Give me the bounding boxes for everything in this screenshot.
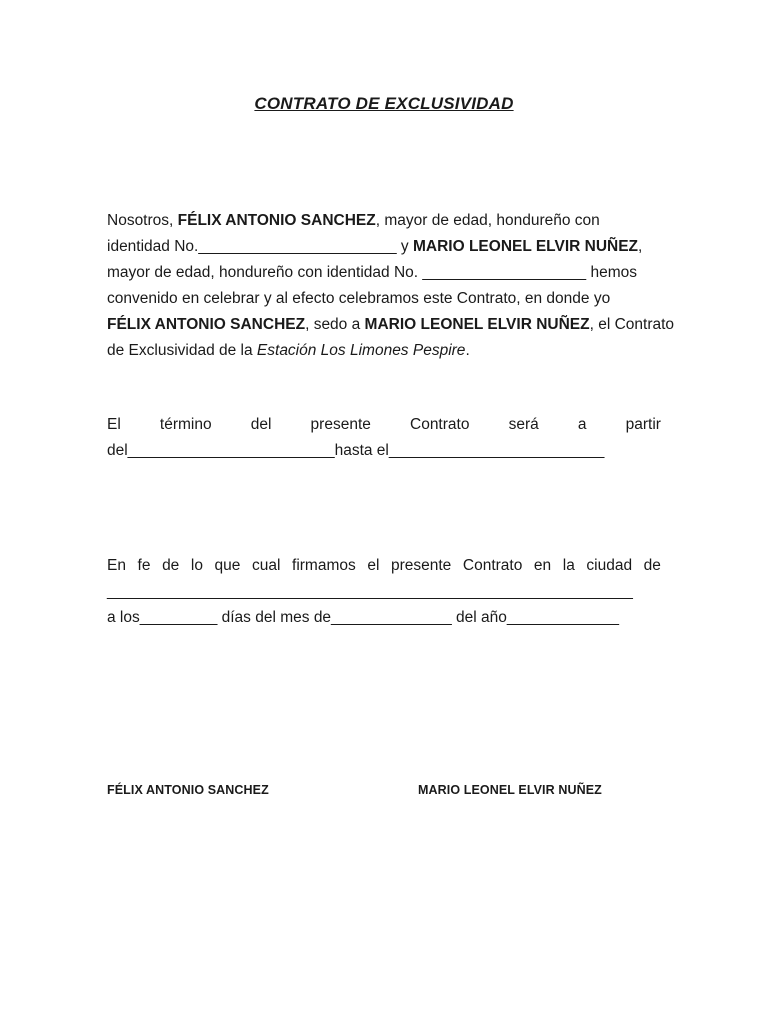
party-name-bold: FÉLIX ANTONIO SANCHEZ bbox=[177, 212, 376, 229]
word: fe bbox=[137, 557, 151, 574]
paragraph-line bbox=[107, 338, 661, 364]
word: será bbox=[508, 416, 539, 433]
word: en bbox=[533, 557, 552, 574]
word: Contrato bbox=[410, 416, 470, 433]
word: término bbox=[159, 416, 212, 433]
word: partir bbox=[625, 416, 661, 433]
word: Contrato bbox=[462, 557, 523, 574]
text-segment: de Exclusividad de la bbox=[107, 342, 257, 359]
paragraph-line bbox=[107, 234, 661, 260]
paragraph-line: mayor de edad, hondureño con identidad No. ___________________ hemos bbox=[107, 264, 638, 281]
text-segment bbox=[107, 208, 600, 234]
document-title: CONTRATO DE EXCLUSIVIDAD bbox=[254, 94, 514, 113]
word: presente bbox=[310, 416, 371, 433]
paragraph-line bbox=[107, 553, 661, 579]
word: de bbox=[643, 557, 661, 574]
party-name-bold: FÉLIX ANTONIO SANCHEZ bbox=[107, 316, 306, 333]
signature-name-left: FÉLIX ANTONIO SANCHEZ bbox=[107, 783, 269, 797]
text-segment: , bbox=[638, 238, 643, 255]
text-segment: . bbox=[465, 342, 470, 359]
word: a bbox=[577, 416, 587, 433]
text-segment: , sedo a bbox=[305, 316, 365, 333]
word: cual bbox=[252, 557, 281, 574]
paragraph-line bbox=[107, 312, 675, 338]
word: que bbox=[214, 557, 241, 574]
word: de bbox=[162, 557, 180, 574]
paragraph-term bbox=[107, 412, 661, 464]
text-segment: Nosotros, bbox=[107, 212, 178, 229]
party-name-bold: MARIO LEONEL ELVIR NUÑEZ bbox=[364, 316, 590, 333]
paragraph-line bbox=[107, 412, 661, 438]
text-segment: identidad No._______________________ y bbox=[107, 238, 413, 255]
text-segment bbox=[107, 234, 642, 260]
word: la bbox=[562, 557, 575, 574]
word: del bbox=[250, 416, 272, 433]
word: ciudad bbox=[586, 557, 633, 574]
paragraph-parties bbox=[107, 208, 675, 364]
word: el bbox=[367, 557, 380, 574]
paragraph-line bbox=[107, 208, 661, 234]
paragraph-line: convenido en celebrar y al efecto celebramos este Contrato, en donde yo bbox=[107, 290, 611, 307]
paragraph-line: del________________________hasta el_________________________ bbox=[107, 442, 605, 459]
word: En bbox=[107, 557, 126, 574]
paragraph-line: a los_________ días del mes de______________ del año_____________ bbox=[107, 609, 619, 626]
text-segment: , el Contrato bbox=[589, 316, 675, 333]
word: firmamos bbox=[292, 557, 356, 574]
paragraph-line: _____________________________________________________________ bbox=[107, 583, 633, 600]
party-name-bold: MARIO LEONEL ELVIR NUÑEZ bbox=[412, 238, 639, 255]
station-name-italic: Estación Los Limones Pespire bbox=[256, 342, 466, 359]
signature-name-right: MARIO LEONEL ELVIR NUÑEZ bbox=[418, 783, 602, 797]
paragraph-signing bbox=[107, 553, 661, 631]
word: presente bbox=[390, 557, 452, 574]
text-segment: , mayor de edad, hondureño con bbox=[375, 212, 600, 229]
word: lo bbox=[190, 557, 203, 574]
word: El bbox=[107, 416, 121, 433]
